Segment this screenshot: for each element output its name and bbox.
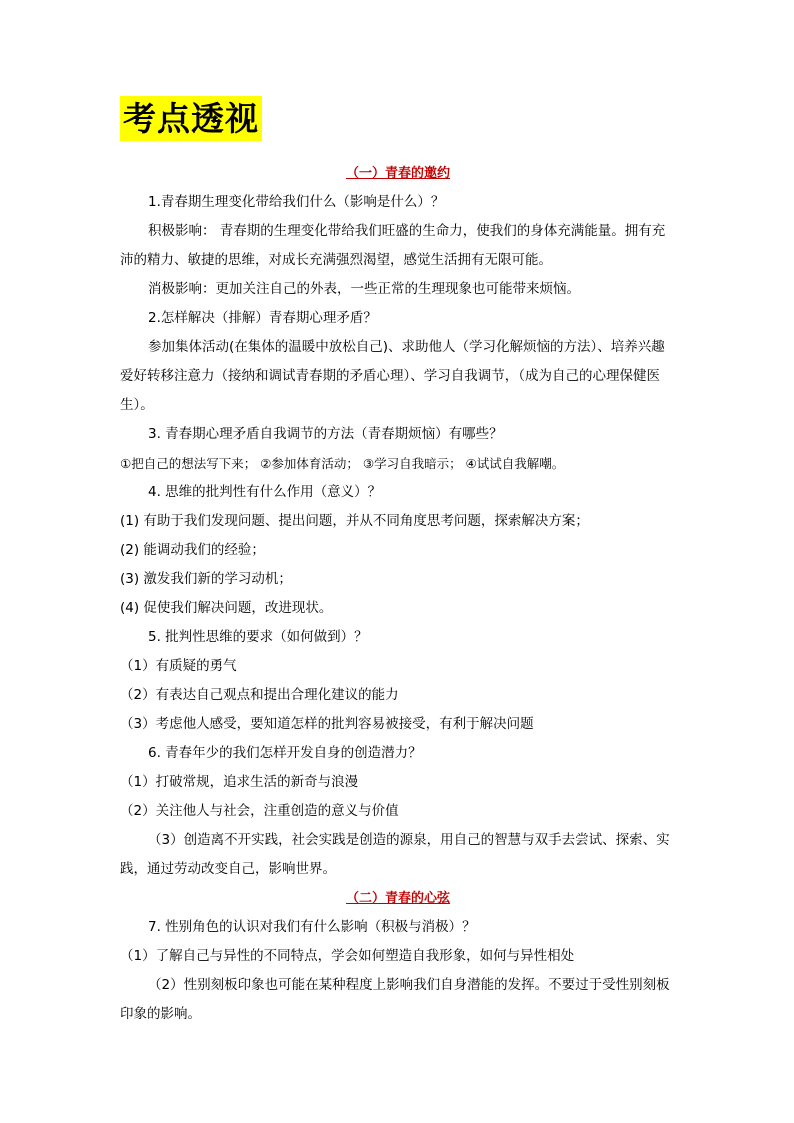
question-6: 6. 青春年少的我们怎样开发自身的创造潜力？ bbox=[148, 745, 422, 761]
document-body bbox=[120, 159, 676, 1029]
list-item: （1）打破常规，追求生活的新奇与浪漫 bbox=[120, 774, 359, 790]
question-5: 5. 批判性思维的要求（如何做到）？ bbox=[148, 629, 368, 645]
list-item: (2) 能调动我们的经验； bbox=[120, 542, 265, 558]
list-item: （1）了解自己与异性的不同特点，学会如何塑造自我形象，如何与异性相处 bbox=[120, 948, 575, 964]
question-4: 4. 思维的批判性有什么作用（意义）？ bbox=[148, 484, 382, 500]
page-banner-title: 考点透视 bbox=[120, 96, 262, 141]
answer-paragraph: 消极影响：更加关注自己的外表，一些正常的生理现象也可能带来烦恼。 bbox=[148, 281, 580, 297]
section-heading-2: （二）青春的心弦 bbox=[345, 891, 450, 906]
list-item: （3）考虑他人感受，要知道怎样的批判容易被接受，有利于解决问题 bbox=[120, 716, 534, 732]
list-item: (4) 促使我们解决问题，改进现状。 bbox=[120, 600, 333, 616]
answer-paragraph: 参加集体活动(在集体的温暖中放松自己)、求助他人（学习化解烦恼的方法）、培养兴趣爱好转移注意力（接纳和调试青春期的矛盾心理）、学习自我调节，（成为自己的心理保健医生）。 bbox=[120, 339, 665, 413]
list-item: （2）关注他人与社会，注重创造的意义与价值 bbox=[120, 803, 399, 819]
question-1: 1.青春期生理变化带给我们什么（影响是什么）？ bbox=[148, 194, 445, 210]
question-3: 3. 青春期心理矛盾自我调节的方法（青春期烦恼）有哪些？ bbox=[148, 426, 503, 442]
list-item: （3）创造离不开实践，社会实践是创造的源泉，用自己的智慧与双手去尝试、探索、实践，通过劳动改变自己，影响世界。 bbox=[120, 832, 670, 877]
answer-paragraph: ①把自己的想法写下来； ②参加体育活动； ③学习自我暗示； ④试试自我解嘲。 bbox=[120, 456, 565, 471]
list-item: （1）有质疑的勇气 bbox=[120, 658, 237, 674]
list-item: (3) 激发我们新的学习动机； bbox=[120, 571, 292, 587]
list-item: （2）有表达自己观点和提出合理化建议的能力 bbox=[120, 687, 399, 703]
question-7: 7. 性别角色的认识对我们有什么影响（积极与消极）？ bbox=[148, 919, 476, 935]
list-item: （2）性别刻板印象也可能在某种程度上影响我们自身潜能的发挥。不要过于受性别刻板印象的影响。 bbox=[120, 977, 670, 1022]
section-heading-1: （一）青春的邀约 bbox=[345, 166, 450, 181]
question-2: 2.怎样解决（排解）青春期心理矛盾？ bbox=[148, 310, 377, 326]
list-item: (1) 有助于我们发现问题、提出问题，并从不同角度思考问题，探索解决方案； bbox=[120, 513, 589, 529]
answer-paragraph: 积极影响： 青春期的生理变化带给我们旺盛的生命力，使我们的身体充满能量。拥有充沛的精力、敏捷的思维，对成长充满强烈渴望，感觉生活拥有无限可能。 bbox=[120, 223, 666, 268]
